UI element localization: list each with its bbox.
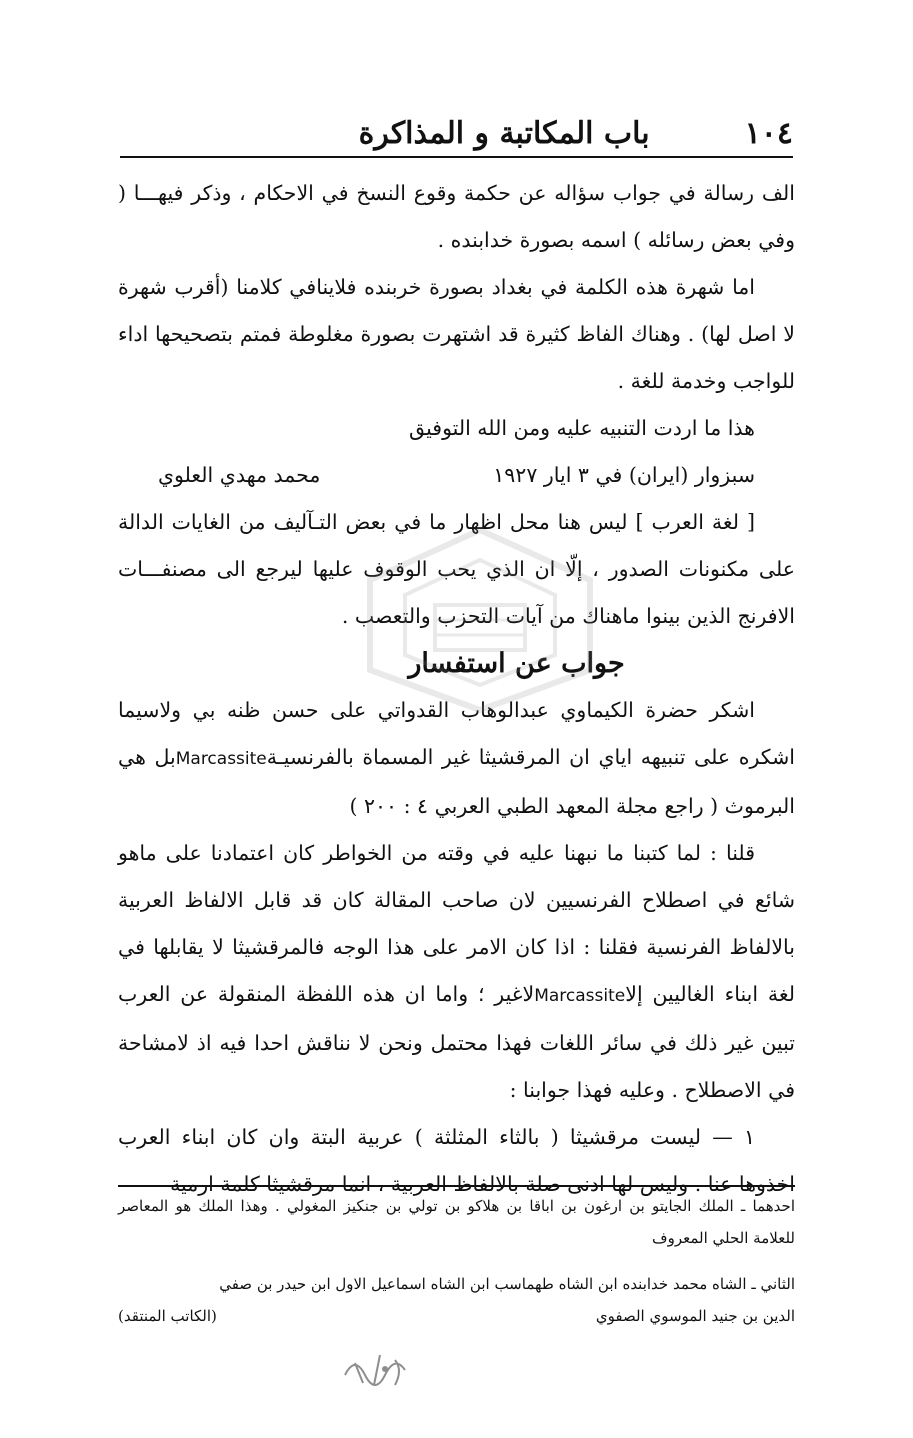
- closing-line: هذا ما اردت التنبيه عليه ومن الله التوفيق: [408, 416, 755, 440]
- page-header: [120, 110, 793, 158]
- footnote-2-end: الدين بن جنيد الموسوي الصفوي: [595, 1307, 795, 1325]
- footnote-2-tail: [118, 1300, 795, 1332]
- footnotes: [118, 1190, 795, 1332]
- handwritten-stamp-icon: [335, 1345, 425, 1393]
- latin-term: Marcassite: [534, 986, 626, 1006]
- footnote-1: احدهما ـ الملك الجايتو بن ارغون بن اباقا بن هلاكو بن تولي بن جنكيز المغولي . وهذا الملك هو المعاصر للعلامة الحلي المعروف: [118, 1197, 795, 1247]
- latin-term: Marcassite: [175, 749, 267, 769]
- paragraph-6: [118, 830, 795, 1114]
- paragraph-2: اما شهرة هذه الكلمة في بغداد بصورة خربنده فلاينافي كلامنا (أقرب شهرة لا اصل لها) . وهناك الفاظ كثيرة قد اشتهرت بصورة مغلوطة فمتم بتصحيحها اداء للواجب وخدمة للغة .: [118, 275, 795, 393]
- paragraph-5-end: بل هي البرموث ( راجع مجلة المعهد الطبي العربي ٤ : ٢٠٠ ): [118, 745, 795, 818]
- footnote-rule: [118, 1185, 795, 1187]
- library-emblem-watermark-icon: [340, 520, 620, 720]
- running-title: باب المكاتبة و المذاكرة: [358, 115, 650, 151]
- paragraph-5-start: اشكر حضرة الكيماوي عبدالوهاب القدواتي على حسن ظنه بي ولاسيما اشكره على تنبيهه اياي ان المرقشيثا غير المسماة بالفرنسيـة: [118, 698, 795, 769]
- paragraph-7: ١ — ليست مرقشيثا ( بالثاء المثلثة ) عربية البتة وان كان ابناء العرب اخذوها عنا . وليس لها ادنى صلة بالالفاظ العربية ، انما مرقشيثا كلمة ارمية: [118, 1125, 795, 1196]
- footnote-signature: (الكاتب المنتقد): [118, 1307, 217, 1325]
- signature-name: محمد مهدي العلوي: [158, 463, 321, 487]
- paragraph-1: الف رسالة في جواب سؤاله عن حكمة وقوع النسخ في الاحكام ، وذكر فيهـــا ( وفي بعض رسائله ) اسمه بصورة خدابنده .: [118, 181, 795, 252]
- footnote-2: الثاني ـ الشاه محمد خدابنده ابن الشاه طهماسب ابن الشاه اسماعيل الاول ابن حيدر بن صفي: [219, 1275, 795, 1293]
- section-title: جواب عن استفسار: [408, 648, 625, 679]
- page-number: ١٠٤: [744, 115, 793, 151]
- editor-note: [ لغة العرب ] ليس هنا محل اظهار ما في بعض التـآليف من الغايات الدالة على مكنونات الصدور ، إلّا ان الذي يحب الوقوف عليها ليرجع الى مصنفـــات الافرنج الذين بينوا ماهناك من آيات التحزب والتعصب .: [118, 510, 795, 628]
- signature-line: [118, 452, 795, 499]
- signature-place-date: سبزوار (ايران) في ٣ ايار ١٩٢٧: [493, 463, 755, 487]
- paragraph-6-end: لاغير ؛ واما ان هذه اللفظة المنقولة عن العرب تبين غير ذلك في سائر اللغات فهذا محتمل ونحن لا نناقش احدا فيه اذ لامشاحة في الاصطلاح . وعليه فهذا جوابنا :: [118, 982, 795, 1102]
- paragraph-6-start: قلنا : لما كتبنا ما نبهنا عليه في وقته من الخواطر كان اعتمادنا على ماهو شائع في اصطلاح الفرنسيين لان صاحب المقالة كان قد قابل الالفاظ العربية بالالفاظ الفرنسية فقلنا : اذا كان الامر على هذا الوجه فالمرقشيثا لا يقابلها في لغة ابناء الغاليين إلا: [118, 841, 795, 1006]
